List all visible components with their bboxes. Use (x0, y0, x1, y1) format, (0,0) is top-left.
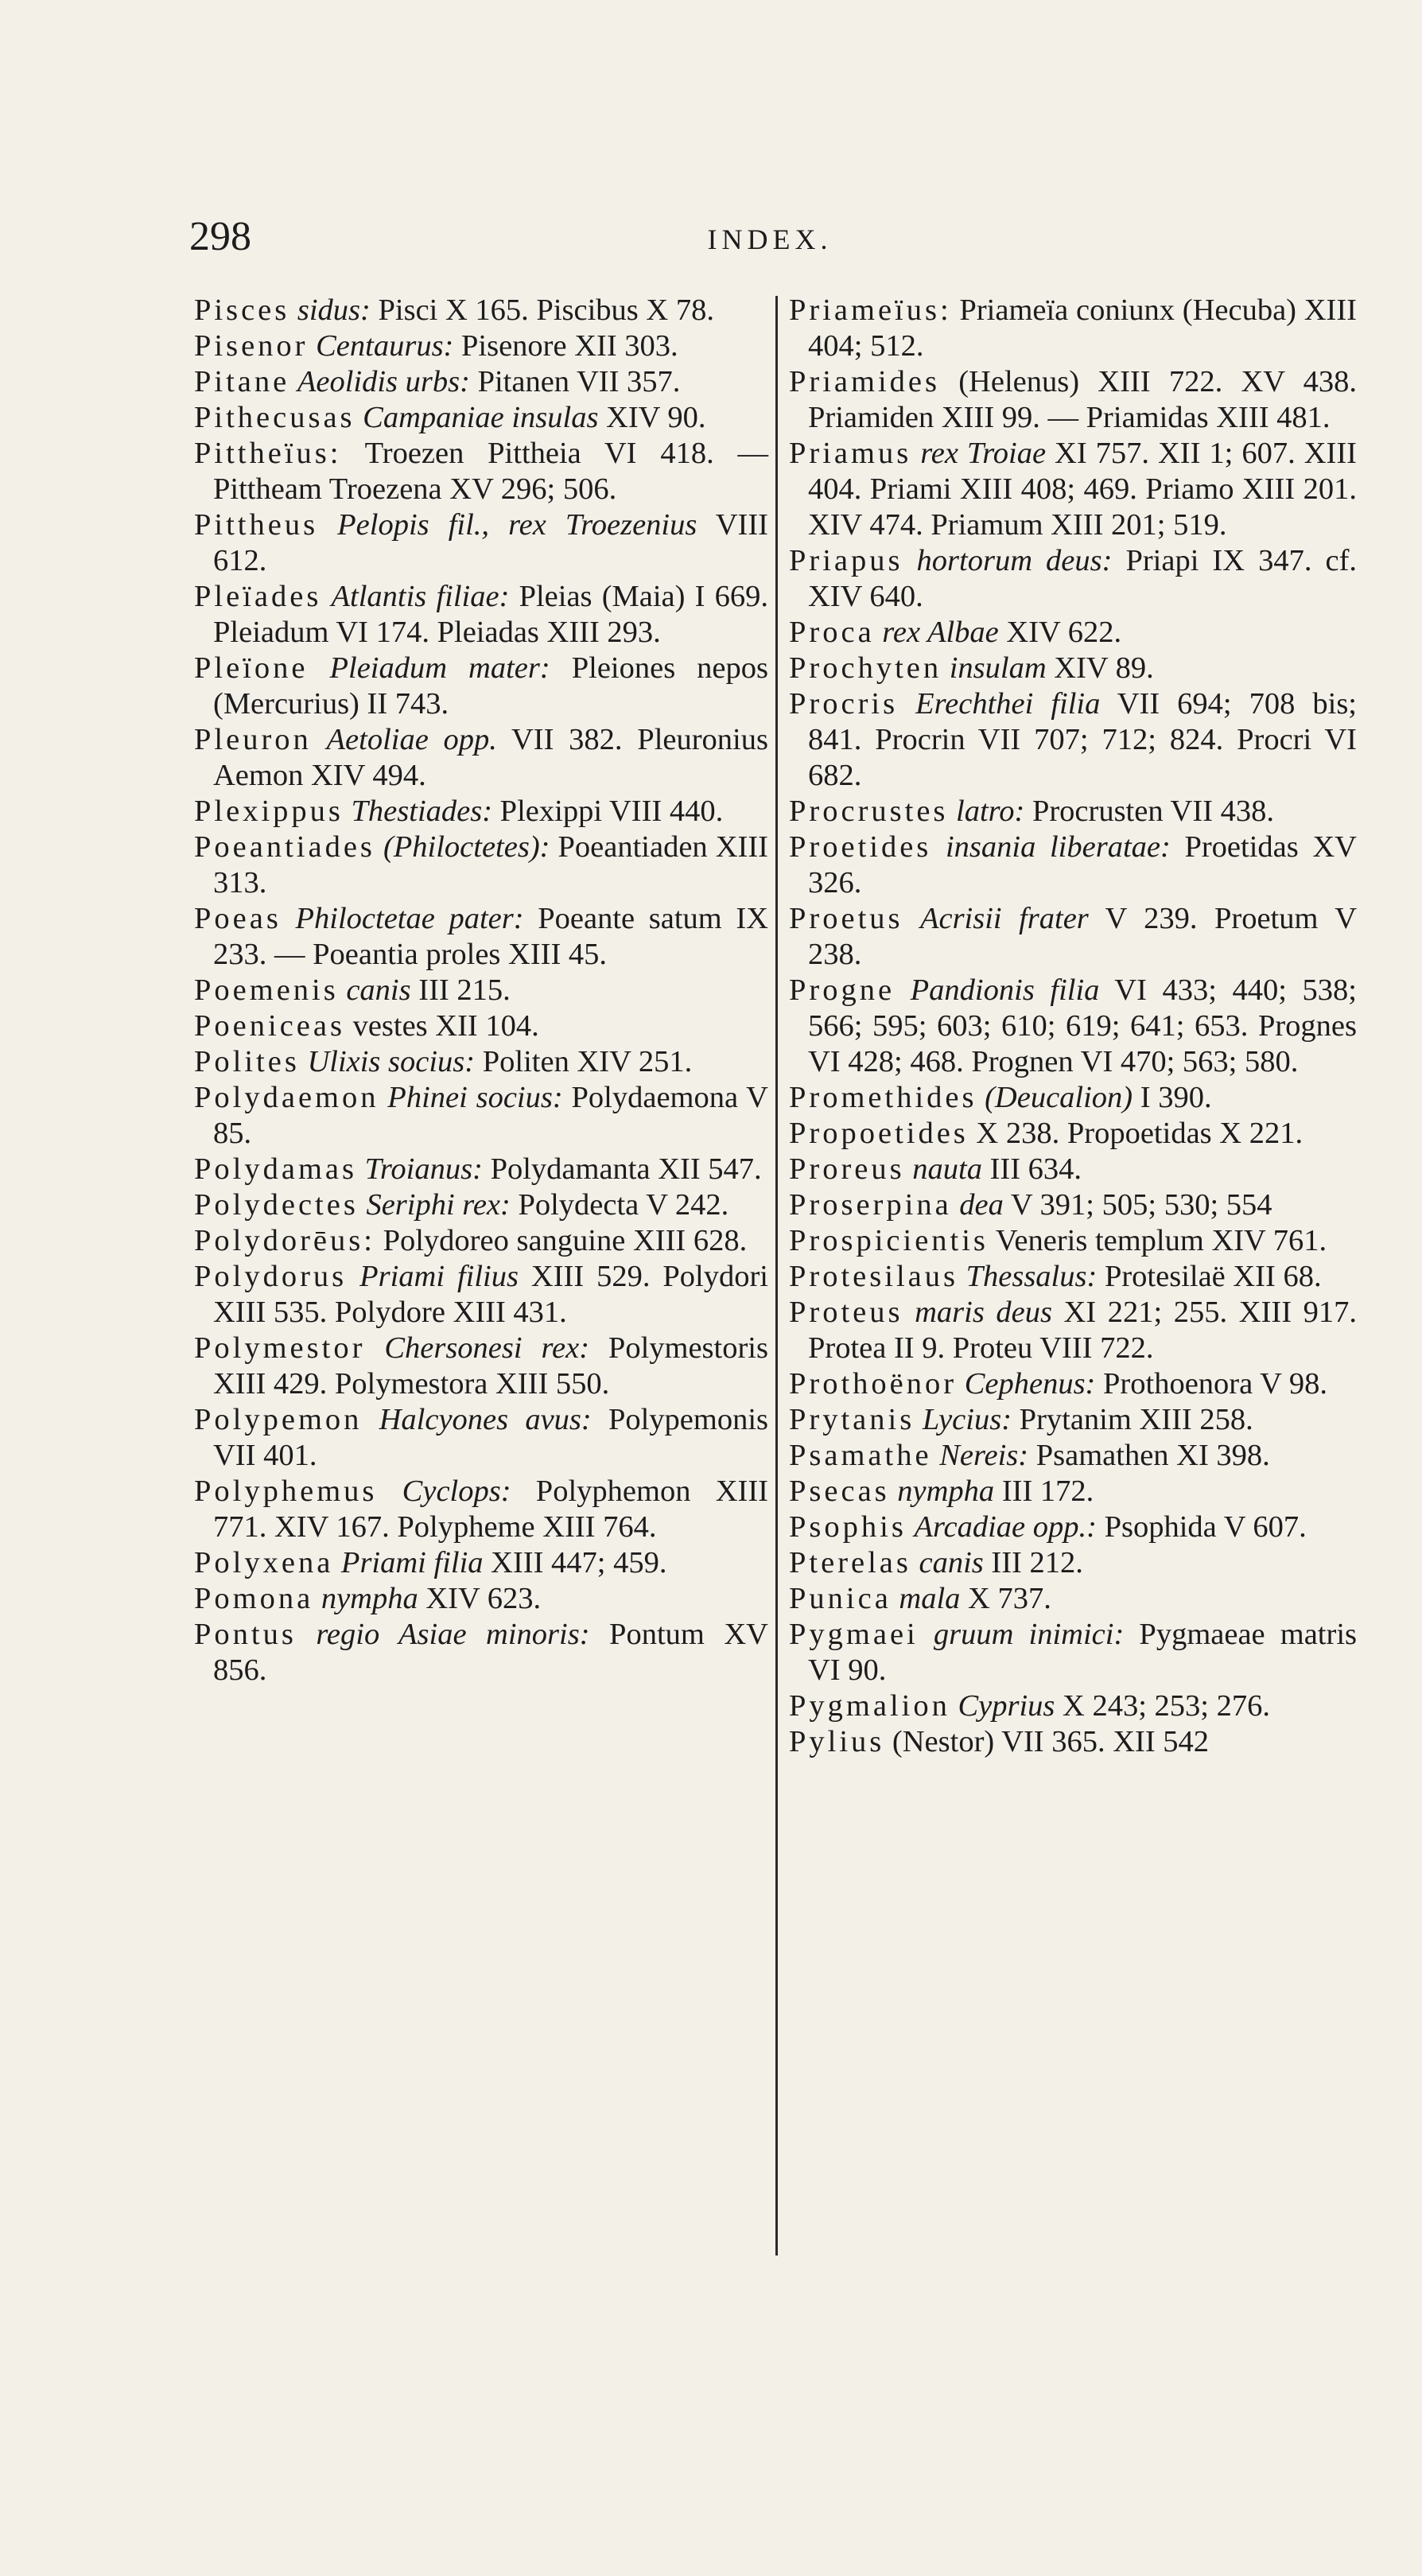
entry-references: I 390. (1133, 1081, 1212, 1114)
entry-headword: Priamus (789, 437, 912, 470)
entry-headword: Pomona (194, 1582, 314, 1615)
entry-references: Veneris templum XIV 761. (988, 1224, 1327, 1257)
entry-description: latro: (956, 795, 1025, 828)
entry-headword: Poeniceas (194, 1009, 345, 1043)
index-entry (194, 1402, 768, 1474)
index-entry (789, 901, 1357, 973)
entry-headword: Prothoënor (789, 1367, 958, 1401)
entry-headword: Poemenis (194, 973, 339, 1007)
index-entry (194, 328, 768, 364)
entry-description: insulam (949, 651, 1047, 685)
entry-headword: Polyphemus (194, 1474, 378, 1508)
entry-headword: Poeas (194, 902, 282, 935)
entry-references: VII 694; 708 bis; 841. Procrin VII 707; 712; 824. Procri VI 682. (808, 687, 1357, 792)
page-title: INDEX. (707, 223, 833, 255)
index-entry (789, 1474, 1357, 1509)
entry-headword: Psamathe (789, 1439, 932, 1472)
index-entry (789, 1295, 1357, 1366)
entry-description: Erechthei filia (915, 687, 1101, 721)
entry-description: Phinei socius: (387, 1081, 563, 1114)
entry-references: Poeante satum IX 233. — Poeantia proles XIII 45. (213, 902, 769, 971)
index-entry (789, 794, 1357, 830)
entry-references: Polydecta V 242. (510, 1188, 729, 1222)
entry-references: Proetidas XV 326. (808, 830, 1357, 899)
entry-references: Pisenore XII 303. (453, 329, 678, 363)
entry-description: rex Troiae (920, 437, 1047, 470)
entry-headword: Proteus (789, 1296, 903, 1329)
entry-description: Seriphi rex: (366, 1188, 511, 1222)
index-entry (789, 1152, 1357, 1187)
entry-references: Procrusten VII 438. (1024, 795, 1274, 828)
entry-description: maris deus (915, 1296, 1052, 1329)
entry-references: Pleias (Maia) I 669. Pleiadum VI 174. Pleiadas XIII 293. (213, 580, 768, 649)
entry-description: nympha (897, 1474, 995, 1508)
entry-description: Thessalus: (965, 1260, 1098, 1293)
index-entry (789, 1688, 1357, 1724)
index-entry (789, 1366, 1357, 1402)
entry-headword: Pithecusas (194, 401, 356, 434)
entry-references: XIV 90. (598, 401, 706, 434)
index-entry (789, 1581, 1357, 1617)
entry-references: Troezen Pittheia VI 418. — Pittheam Troezena XV 296; 506. (213, 437, 768, 506)
entry-references: Polypemonis VII 401. (213, 1403, 769, 1472)
entry-headword: Polypemon (194, 1403, 363, 1436)
entry-references: Polydaemona V 85. (213, 1081, 768, 1150)
index-entry (789, 364, 1357, 436)
entry-references: Pontum XV 856. (213, 1618, 768, 1687)
entry-headword: Pittheïus: (194, 437, 342, 470)
entry-headword: Pleïades (194, 580, 322, 613)
index-entry (194, 651, 768, 722)
entry-references: Plexippi VIII 440. (492, 795, 724, 828)
entry-headword: Protesilaus (789, 1260, 958, 1293)
entry-references: X 243; 253; 276. (1055, 1689, 1270, 1723)
entry-references: VIII 612. (213, 508, 769, 577)
entry-description: Pelopis fil., rex Troezenius (337, 508, 697, 542)
entry-description: Chersonesi rex: (384, 1331, 590, 1365)
entry-description: nauta (912, 1152, 982, 1186)
entry-headword: Proca (789, 616, 875, 649)
page-header (189, 213, 1350, 277)
entry-references: X 238. Propoetidas X 221. (968, 1117, 1304, 1150)
entry-references: Priameïa coniunx (Hecuba) XIII 404; 512. (808, 293, 1357, 363)
entry-references: Pitanen VII 357. (469, 365, 681, 398)
entry-description: Priami filius (359, 1260, 519, 1293)
entry-headword: Pitane (194, 365, 290, 398)
index-entry (194, 436, 768, 507)
index-entry (789, 973, 1357, 1080)
index-entry (194, 400, 768, 436)
index-entry (194, 1223, 768, 1259)
entry-headword: Proetus (789, 902, 903, 935)
index-entry (789, 651, 1357, 686)
entry-headword: Polites (194, 1045, 300, 1078)
entry-headword: Priapus (789, 544, 903, 577)
entry-references: vestes XII 104. (344, 1009, 539, 1043)
entry-references: XI 221; 255. XIII 917. Protea II 9. Proteu VIII 722. (808, 1296, 1357, 1365)
index-entry (194, 1152, 768, 1187)
entry-headword: Pleïone (194, 651, 309, 685)
index-entry (789, 436, 1357, 543)
entry-references: XIV 622. (998, 616, 1122, 649)
index-entry (194, 1617, 768, 1688)
index-entry (194, 579, 768, 651)
entry-headword: Polydectes (194, 1188, 359, 1222)
entry-description: (Deucalion) (985, 1081, 1133, 1114)
entry-references: III 172. (994, 1474, 1094, 1508)
entry-headword: Pisces (194, 293, 290, 327)
index-entry (789, 1187, 1357, 1223)
entry-references: XIII 529. Polydori XIII 535. Polydore XIII 431. (213, 1260, 768, 1329)
entry-headword: Prochyten (789, 651, 942, 685)
entry-headword: Plexippus (194, 795, 344, 828)
entry-description: Acrisii frater (919, 902, 1089, 935)
entry-description: Cyclops: (402, 1474, 511, 1508)
index-entry (789, 1116, 1357, 1152)
entry-description: rex Albae (882, 616, 999, 649)
index-entry (789, 1509, 1357, 1545)
index-entry (194, 364, 768, 400)
entry-references: VI 433; 440; 538; 566; 595; 603; 610; 619; 641; 653. Prognes VI 428; 468. Prognen VI 470; 563; 580. (808, 973, 1357, 1078)
entry-references: Prothoenora V 98. (1095, 1367, 1327, 1401)
entry-description: Cephenus: (964, 1367, 1096, 1401)
index-entry (789, 1438, 1357, 1474)
entry-description: nympha (321, 1582, 418, 1615)
entry-description: regio Asiae minoris: (316, 1618, 590, 1651)
entry-description: Arcadiae opp.: (914, 1510, 1097, 1544)
entry-description: Thestiades: (351, 795, 493, 828)
index-entry (194, 1474, 768, 1545)
entry-description: Ulixis socius: (307, 1045, 476, 1078)
entry-references: XIII 447; 459. (483, 1546, 667, 1579)
entry-references: VII 382. Pleuronius Aemon XIV 494. (213, 723, 768, 792)
index-entry (789, 293, 1357, 364)
entry-headword: Priameïus: (789, 293, 952, 327)
entry-references: Priapi IX 347. cf. XIV 640. (808, 544, 1358, 613)
index-column-right (789, 293, 1357, 1760)
entry-description: Lycius: (922, 1403, 1012, 1436)
entry-description: insania liberatae: (945, 830, 1171, 864)
entry-headword: Prospicientis (789, 1224, 989, 1257)
entry-description: Pleiadum mater: (329, 651, 550, 685)
index-entry (194, 1044, 768, 1080)
entry-headword: Procrustes (789, 795, 949, 828)
index-entry (194, 1008, 768, 1044)
entry-headword: Propoetides (789, 1117, 969, 1150)
entry-description: canis (919, 1546, 984, 1579)
index-entry (789, 1545, 1357, 1581)
index-entry (789, 1223, 1357, 1259)
entry-description: Halcyones avus: (379, 1403, 592, 1436)
entry-references: Polydoreo sanguine XIII 628. (375, 1224, 748, 1257)
entry-references: Psophida V 607. (1096, 1510, 1307, 1544)
index-entry (194, 1581, 768, 1617)
index-entry (194, 1259, 768, 1331)
index-entry (789, 1080, 1357, 1116)
entry-headword: Polydaemon (194, 1081, 379, 1114)
entry-description: sidus: (297, 293, 371, 327)
index-entry (194, 1545, 768, 1581)
entry-references: Psamathen XI 398. (1028, 1439, 1270, 1472)
entry-description: Campaniae insulas (363, 401, 599, 434)
index-entry (194, 901, 768, 973)
entry-references: Pleiones nepos (Mercurius) II 743. (213, 651, 768, 721)
entry-references: Politen XIV 251. (475, 1045, 693, 1078)
entry-headword: Pylius (789, 1725, 885, 1758)
entry-references: Protesilaë XII 68. (1097, 1260, 1322, 1293)
index-entry (789, 1724, 1357, 1760)
index-entry (194, 1187, 768, 1223)
entry-description: Cyprius (958, 1689, 1055, 1723)
entry-headword: Proreus (789, 1152, 905, 1186)
entry-headword: Polymestor (194, 1331, 366, 1365)
entry-description: Troianus: (364, 1152, 483, 1186)
entry-description: Priami filia (340, 1546, 484, 1579)
index-entry (194, 1080, 768, 1152)
entry-references: V 239. Proetum V 238. (808, 902, 1358, 971)
index-entry (194, 722, 768, 794)
entry-headword: Procris (789, 687, 899, 721)
index-column-left (194, 293, 768, 1688)
index-entry (194, 973, 768, 1008)
entry-description: Centaurus: (316, 329, 454, 363)
column-divider (775, 296, 778, 2255)
entry-references: (Nestor) VII 365. XII 542 (884, 1725, 1210, 1758)
entry-headword: Priamides (789, 365, 940, 398)
index-entry (789, 1402, 1357, 1438)
entry-description: (Philoctetes): (383, 830, 550, 864)
entry-references: V 391; 505; 530; 554 (1003, 1188, 1272, 1222)
entry-references: XIV 89. (1046, 651, 1154, 685)
entry-headword: Prytanis (789, 1403, 915, 1436)
entry-headword: Pontus (194, 1618, 297, 1651)
entry-headword: Pisenor (194, 329, 309, 363)
index-entry (789, 830, 1357, 901)
entry-references: III 212. (983, 1546, 1083, 1579)
entry-references: III 634. (981, 1152, 1082, 1186)
entry-headword: Poeantiades (194, 830, 375, 864)
entry-description: canis (346, 973, 411, 1007)
entry-description: gruum inimici: (933, 1618, 1125, 1651)
entry-description: hortorum deus: (916, 544, 1113, 577)
entry-headword: Punica (789, 1582, 892, 1615)
entry-description: mala (899, 1582, 961, 1615)
entry-headword: Polydorēus: (194, 1224, 375, 1257)
index-entry (789, 615, 1357, 651)
index-entry (194, 794, 768, 830)
entry-references: Polydamanta XII 547. (482, 1152, 762, 1186)
entry-references: Pisci X 165. Piscibus X 78. (370, 293, 714, 327)
entry-headword: Polyxena (194, 1546, 334, 1579)
entry-headword: Psecas (789, 1474, 890, 1508)
entry-headword: Psophis (789, 1510, 907, 1544)
entry-references: Polymestoris XIII 429. Polymestora XIII 550. (213, 1331, 768, 1401)
entry-headword: Pygmalion (789, 1689, 950, 1723)
entry-references: Pygmaeae matris VI 90. (808, 1618, 1357, 1687)
entry-references: (Helenus) XIII 722. XV 438. Priamiden XIII 99. — Priamidas XIII 481. (808, 365, 1357, 434)
index-entry (789, 686, 1357, 794)
entry-references: Poeantiaden XIII 313. (213, 830, 768, 899)
index-entry (194, 293, 768, 328)
entry-references: Polyphemon XIII 771. XIV 167. Polypheme XIII 764. (213, 1474, 768, 1544)
entry-headword: Pterelas (789, 1546, 911, 1579)
entry-references: III 215. (410, 973, 511, 1007)
entry-headword: Pleuron (194, 723, 312, 756)
entry-description: Atlantis filiae: (331, 580, 510, 613)
entry-headword: Polydamas (194, 1152, 357, 1186)
entry-headword: Proetides (789, 830, 932, 864)
index-entry (194, 1331, 768, 1402)
entry-headword: Promethides (789, 1081, 977, 1114)
index-entry (789, 1259, 1357, 1295)
entry-references: X 737. (960, 1582, 1051, 1615)
entry-description: Aetoliae opp. (326, 723, 497, 756)
entry-description: Philoctetae pater: (295, 902, 524, 935)
entry-headword: Pittheus (194, 508, 319, 542)
entry-description: Pandionis filia (910, 973, 1100, 1007)
entry-headword: Progne (789, 973, 896, 1007)
entry-headword: Polydorus (194, 1260, 348, 1293)
entry-description: Aeolidis urbs: (297, 365, 470, 398)
entry-references: XI 757. XII 1; 607. XIII 404. Priami XIII 408; 469. Priamo XIII 201. XIV 474. Priamum XIII 201; 519. (808, 437, 1357, 542)
entry-references: Prytanim XIII 258. (1012, 1403, 1253, 1436)
index-entry (789, 543, 1357, 615)
entry-headword: Pygmaei (789, 1618, 919, 1651)
entry-description: Nereis: (939, 1439, 1029, 1472)
index-entry (789, 1617, 1357, 1688)
entry-headword: Proserpina (789, 1188, 952, 1222)
entry-references: XIV 623. (418, 1582, 542, 1615)
page-number: 298 (189, 214, 251, 259)
entry-description: dea (959, 1188, 1004, 1222)
index-entry (194, 830, 768, 901)
index-entry (194, 507, 768, 579)
